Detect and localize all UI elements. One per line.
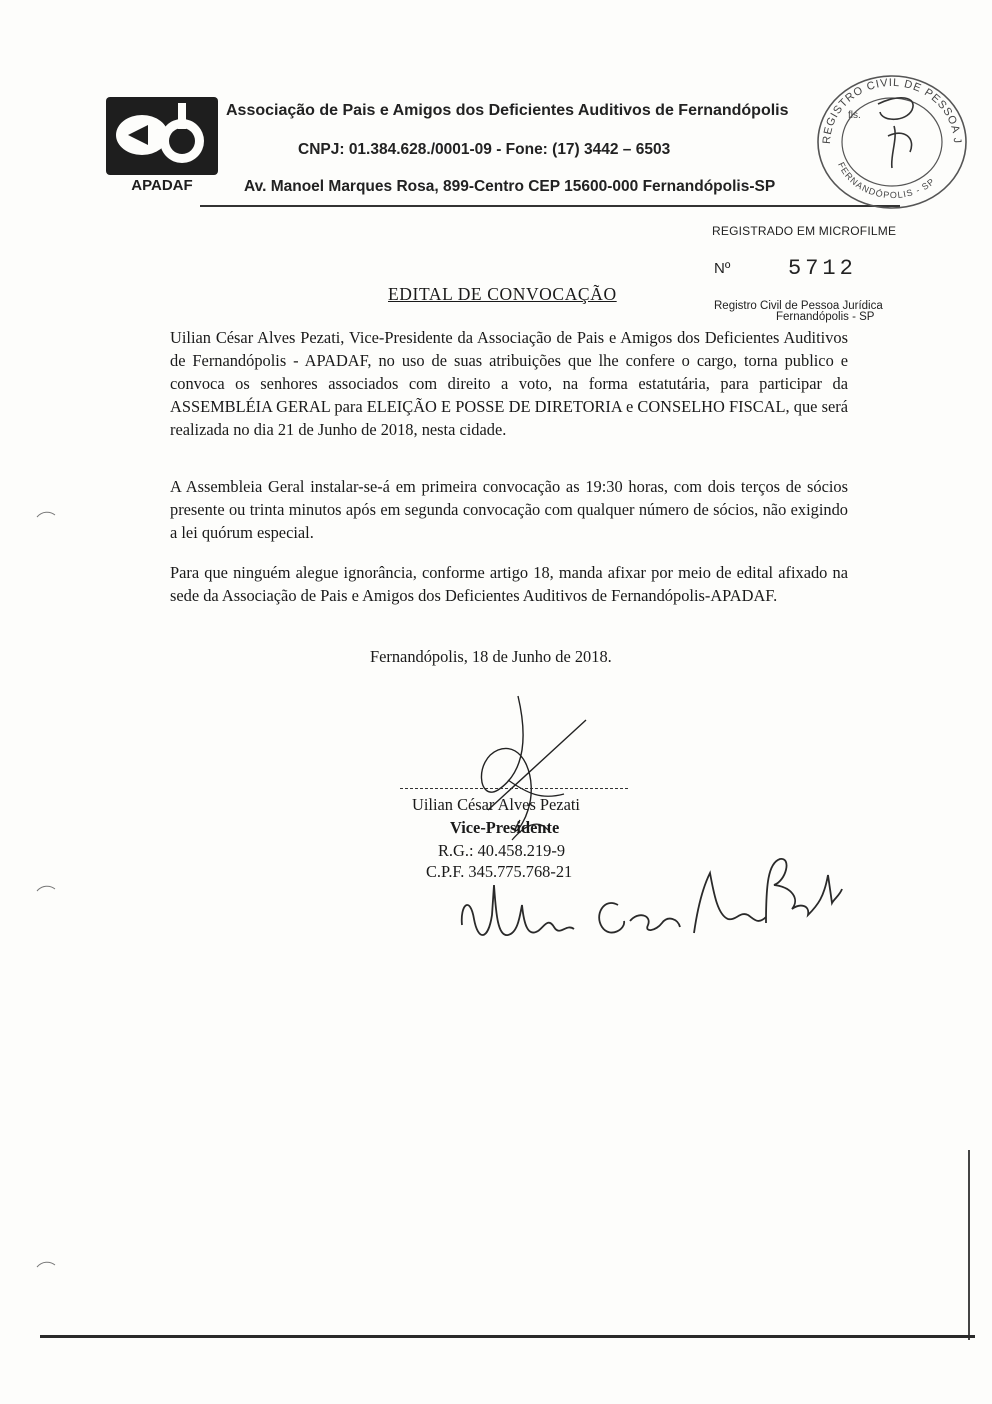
svg-text:FERNANDÓPOLIS - SP xyxy=(836,161,937,201)
registry-number: 5712 xyxy=(788,256,857,281)
letterhead-cnpj-phone: CNPJ: 01.384.628./0001-09 - Fone: (17) 3442 – 6503 xyxy=(298,141,671,158)
scan-margin-mark xyxy=(36,506,56,516)
registry-city: Fernandópolis - SP xyxy=(776,311,875,323)
signatory-cpf: C.P.F. 345.775.768-21 xyxy=(426,862,573,881)
registry-number-label: Nº xyxy=(714,260,731,277)
handwritten-signature xyxy=(448,845,848,960)
registry-stamp xyxy=(808,64,976,214)
apadaf-logo xyxy=(106,97,218,193)
microfilm-header: REGISTRADO EM MICROFILME xyxy=(712,224,897,238)
signatory-name: Uilian César Alves Pezati xyxy=(412,795,580,814)
signature-line xyxy=(400,788,628,789)
scan-right-edge xyxy=(968,1150,970,1340)
scan-margin-mark xyxy=(36,1256,56,1266)
scan-margin-mark xyxy=(36,880,56,890)
document-title: EDITAL DE CONVOCAÇÃO xyxy=(388,284,617,304)
signatory-rg: R.G.: 40.458.219-9 xyxy=(438,841,566,860)
letterhead-address: Av. Manoel Marques Rosa, 899-Centro CEP 15600-000 Fernandópolis-SP xyxy=(244,178,776,195)
letterhead-rule xyxy=(200,205,900,207)
logo-text: APADAF xyxy=(131,177,193,193)
stamp-ring-bottom: FERNANDÓPOLIS - SP xyxy=(836,160,937,201)
stamp-handwritten-mark xyxy=(878,98,913,120)
paragraph-assembly-quorum: A Assembleia Geral instalar-se-á em primeira convocação as 19:30 horas, com dois terços de sócios presente ou trinta minutos após em segunda convocação com qualquer número de sócios, não exigindo a lei quórum especial. xyxy=(170,477,848,542)
paragraph-publication: Para que ninguém alegue ignorância, conforme artigo 18, manda afixar por meio de edital afixado na sede da Associação de Pais e Amigos dos Deficientes Auditivos de Fernandópolis-APADAF. xyxy=(170,563,848,605)
registry-office: Registro Civil de Pessoa Jurídica xyxy=(714,300,883,312)
letterhead-organization: Associação de Pais e Amigos dos Deficientes Auditivos de Fernandópolis xyxy=(226,102,789,119)
stamp-fls: fls. xyxy=(848,110,861,121)
scan-bottom-edge xyxy=(40,1335,975,1338)
stamp-ring-top: REGISTRO CIVIL DE PESSOA J xyxy=(820,76,964,145)
dateline: Fernandópolis, 18 de Junho de 2018. xyxy=(370,647,612,666)
signatory-role: Vice-Presidente xyxy=(450,818,560,837)
paragraph-convocation: Uilian César Alves Pezati, Vice-Presidente da Associação de Pais e Amigos dos Deficientes Auditivos de Fernandópolis - APADAF, no uso de suas atribuições que lhe confere o cargo, torna publico e convoca os senhores associados com direito a voto, na forma estatutária, para participar da ASSEMBLÉIA GERAL para ELEIÇÃO E POSSE DE DIRETORIA e CONSELHO FISCAL, que será realizada no dia 21 de Junho de 2018, nesta cidade. xyxy=(170,328,848,439)
